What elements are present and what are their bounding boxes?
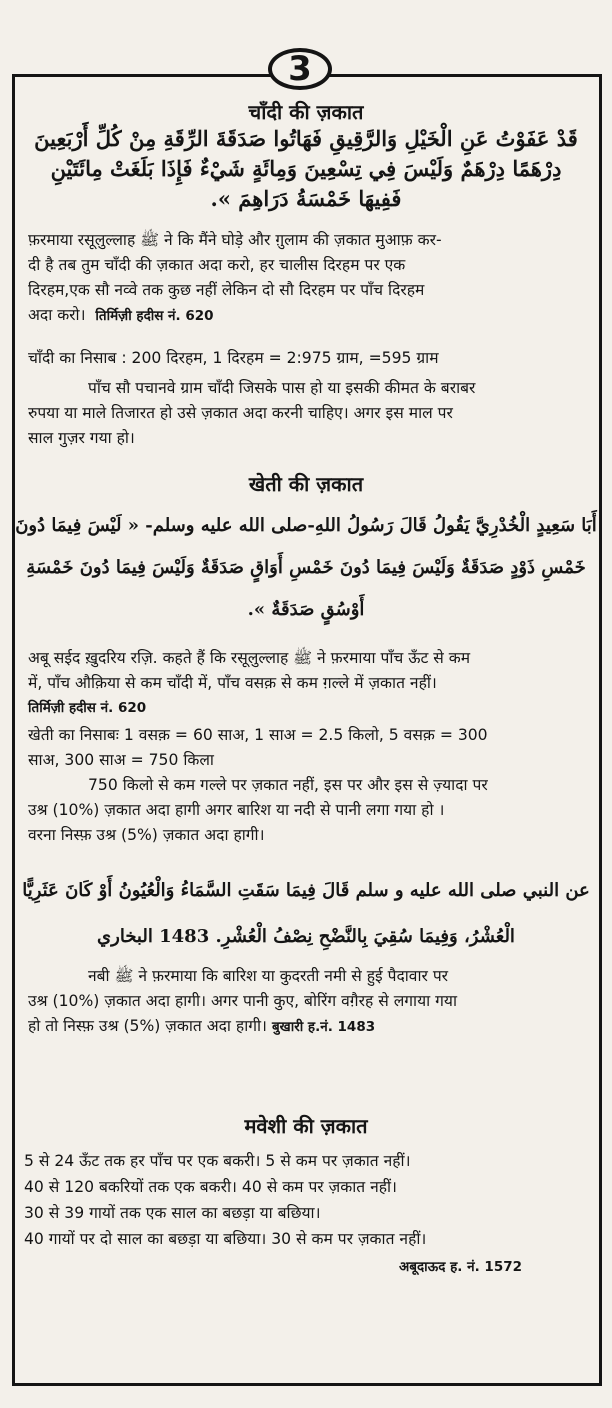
text-line: अबू सईद ख़ुदरिय रज़ि. कहते हैं कि रसूलुल्लाह ﷺ ने फ़रमाया पाँच ऊँट से कम [28, 649, 471, 667]
hadith-reference: तिर्मिज़ी हदीस नं. 620 [95, 308, 214, 324]
text-line: नबी ﷺ ने फ़रमाया कि बारिश या कुदरती नमी से हुई पैदावार पर [88, 967, 449, 985]
text-line: साअ, 300 साअ = 750 किला [28, 751, 214, 769]
silver-hadith-arabic [0, 124, 612, 214]
hadith-reference: बुखारी ह.नं. 1483 [271, 1019, 376, 1035]
text-line: खेती का निसाबः 1 वसक़ = 60 साअ, 1 साअ = 2.5 किलो, 5 वसक़ = 300 [28, 726, 488, 744]
livestock-rules [0, 1148, 612, 1252]
silver-explanation [0, 376, 612, 451]
silver-nisab [0, 346, 612, 371]
arabic-line: عن النبي صلى الله عليه و سلم قَالَ فِيمَا سَقَتِ السَّمَاءُ وَالْعُيُونُ أَوْ كَانَ عَثَرِيًّا [22, 880, 590, 901]
arabic-line: أَوْسُقٍ صَدَقَةٌ ». [247, 599, 365, 620]
silver-hadith-translation [0, 228, 612, 329]
text-line: 40 गायों पर दो साल का बछड़ा या बछिया। 30 से कम पर ज़कात नहीं। [24, 1230, 427, 1248]
text-line [28, 1014, 612, 1040]
farming-explanation [0, 773, 612, 848]
arabic-line: قَدْ عَفَوْتُ عَنِ الْخَيْلِ وَالرَّقِيقِ فَهَاتُوا صَدَقَةَ الرِّقَةِ مِنْ كُلِّ أَرْبَعِينَ [34, 126, 578, 151]
text-line: साल गुज़र गया हो। [28, 429, 135, 447]
farming-hadith2-translation [0, 964, 612, 1040]
text-line: फ़रमाया रसूलुल्लाह ﷺ ने कि मैंने घोड़े और ग़ुलाम की ज़कात मुआफ़ कर- [28, 231, 442, 249]
text-line: 5 से 24 ऊँट तक हर पाँच पर एक बकरी। 5 से कम पर ज़कात नहीं। [24, 1152, 411, 1170]
text-line [28, 303, 612, 329]
text-line: 30 से 39 गायों तक एक साल का बछड़ा या बछिया। [24, 1204, 321, 1222]
farming-hadith-translation [0, 646, 612, 721]
text-fragment: अदा करो। [28, 306, 86, 324]
text-line: में, पाँच औक़िया से कम चाँदी में, पाँच वसक़ से कम ग़ल्ले में ज़कात नहीं। [28, 674, 437, 692]
arabic-line: الْعُشْرُ، وَفِيمَا سُقِيَ بِالنَّضْحِ نِصْفُ الْعُشْرِ. 1483 البخاري [97, 926, 515, 947]
text-line: पाँच सौ पचानवे ग्राम चाँदी जिसके पास हो या इसकी कीमत के बराबर [88, 379, 476, 397]
arabic-line: خَمْسِ ذَوْدٍ صَدَقَةٌ وَلَيْسَ فِيمَا دُونَ خَمْسِ أَوَاقٍ صَدَقَةٌ وَلَيْسَ فِيمَا دُونَ خَمْسَةِ [26, 557, 586, 578]
text-line: चाँदी का निसाब : 200 दिरहम, 1 दिरहम = 2:975 ग्राम, =595 ग्राम [28, 349, 439, 367]
farming-hadith2-arabic [0, 868, 612, 960]
hadith-reference: तिर्मिज़ी हदीस नं. 620 [28, 700, 147, 716]
text-line: रुपया या माले तिजारत हो उसे ज़कात अदा करनी चाहिए। अगर इस माल पर [28, 404, 453, 422]
arabic-line: دِرْهَمًا دِرْهَمٌ وَلَيْسَ فِي تِسْعِينَ وَمِائَةٍ شَيْءٌ فَإِذَا بَلَغَتْ مِائَتَيْنِ [50, 156, 562, 181]
farming-zakat-title: खेती की ज़कात [248, 472, 364, 496]
silver-zakat-title: चाँदी की ज़कात [248, 100, 364, 124]
text-line: 750 किलो से कम गल्ले पर ज़कात नहीं, इस पर और इस से ज़्यादा पर [88, 776, 488, 794]
farming-nisab [0, 723, 612, 773]
livestock-reference: अबूदाऊद ह. नं. 1572 [398, 1259, 522, 1275]
farming-hadith-arabic [0, 505, 612, 631]
text-line: दिरहम,एक सौ नव्वे तक कुछ नहीं लेकिन दो सौ दिरहम पर पाँच दिरहम [28, 281, 425, 299]
livestock-zakat-title: मवेशी की ज़कात [244, 1114, 368, 1138]
text-line: उश्र (10%) ज़कात अदा हागी। अगर पानी कुए, बोरिंग वग़ैरह से लगाया गया [28, 992, 457, 1010]
page-number-badge: 3 [268, 48, 332, 90]
text-line: दी है तब तुम चाँदी की ज़कात अदा करो, हर चालीस दिरहम पर एक [28, 256, 406, 274]
text-line: उश्र (10%) ज़कात अदा हागी अगर बारिश या नदी से पानी लगा गया हो । [28, 801, 445, 819]
text-fragment: हो तो निस्फ़ उश्र (5%) ज़कात अदा हागी। [28, 1017, 267, 1035]
text-line: 40 से 120 बकरियों तक एक बकरी। 40 से कम पर ज़कात नहीं। [24, 1178, 397, 1196]
text-line: वरना निस्फ़ उश्र (5%) ज़कात अदा हागी। [28, 826, 265, 844]
arabic-line: أَبَا سَعِيدٍ الْخُدْرِيَّ يَقُولُ قَالَ رَسُولُ اللهِ-صلى الله عليه وسلم- « لَيْسَ فِيمَا دُونَ [15, 515, 597, 536]
arabic-line: فَفِيهَا خَمْسَةُ دَرَاهِمَ ». [210, 186, 402, 211]
